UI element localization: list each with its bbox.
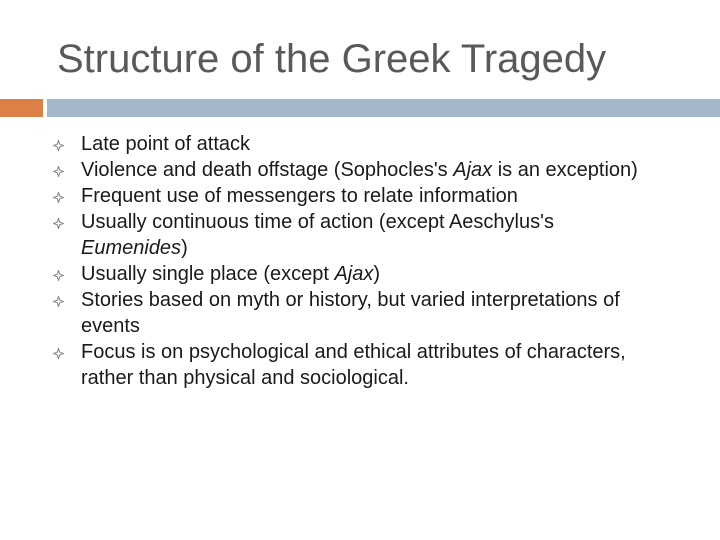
bullet-text-part: Violence and death offstage (Sophocles's: [81, 159, 454, 181]
bullet-text-part: ): [373, 263, 381, 285]
four-point-star-outline-icon: [53, 166, 64, 177]
bullet-text-part: Usually single place (except: [81, 263, 335, 285]
title-divider-bar: [47, 99, 720, 117]
bullet-text-part: Late point of attack: [81, 133, 251, 155]
four-point-star-outline-icon: [53, 348, 64, 359]
bullet-item-single-place: [53, 261, 653, 287]
four-point-star-outline-icon: [53, 140, 64, 151]
bullet-text: [81, 133, 250, 155]
four-point-star-outline-icon: [53, 270, 64, 281]
bullet-text: [81, 185, 518, 207]
bullet-text-italic: Ajax: [334, 263, 374, 285]
bullet-text-part: is an exception): [492, 159, 638, 181]
four-point-star-outline-icon: [53, 218, 64, 229]
bullet-item-messengers: [53, 183, 653, 209]
bullet-item-myth-or-history: [53, 287, 653, 339]
bullet-text: [81, 211, 554, 259]
bullet-item-psychological-focus: [53, 339, 653, 391]
bullet-text-part: Frequent use of messengers to relate information: [81, 185, 518, 207]
bullet-text-italic: Ajax: [453, 159, 493, 181]
bullet-text-italic: Eumenides: [81, 237, 182, 259]
accent-bar: [0, 99, 43, 117]
bullet-text: [81, 289, 620, 337]
bullet-text: [81, 263, 380, 285]
bullet-text: [81, 159, 638, 181]
four-point-star-outline-icon: [53, 296, 64, 307]
bullet-item-violence-offstage: [53, 157, 653, 183]
bullet-text-part: Stories based on myth or history, but varied interpretations of events: [81, 289, 620, 337]
four-point-star-outline-icon: [53, 192, 64, 203]
bullet-text: [81, 341, 626, 389]
bullet-item-continuous-time: [53, 209, 653, 261]
bullet-text-part: ): [181, 237, 188, 259]
bullet-text-part: Focus is on psychological and ethical attributes of characters, rather than physical and sociological.: [81, 341, 626, 389]
bullet-list: [53, 131, 653, 391]
bullet-item-late-point-of-attack: [53, 131, 653, 157]
slide-title: Structure of the Greek Tragedy: [57, 36, 607, 81]
bullet-text-part: Usually continuous time of action (except Aeschylus's: [81, 211, 554, 233]
